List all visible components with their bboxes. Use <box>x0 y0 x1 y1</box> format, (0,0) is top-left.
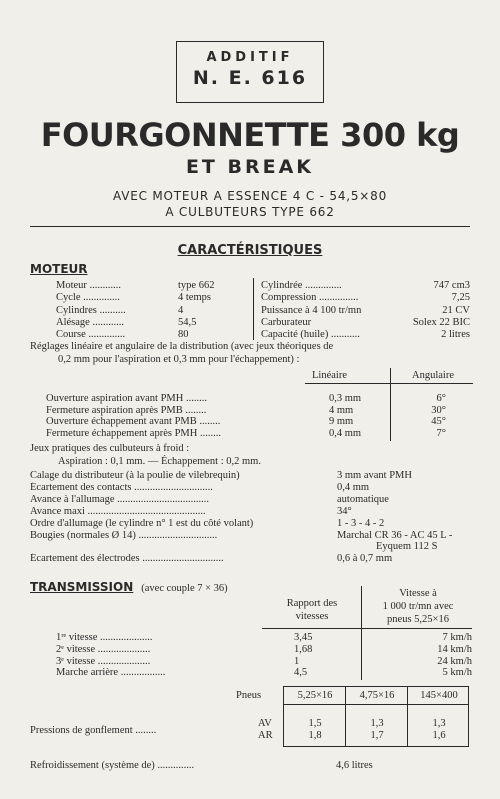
transmission-heading <box>30 578 228 596</box>
caracteristiques-title: CARACTÉRISTIQUES <box>177 243 323 258</box>
moteur-title: MOTEUR <box>30 262 88 276</box>
ne-number: N. E. 616 <box>192 67 308 89</box>
pneu-size: 5,25×16 <box>297 690 333 701</box>
col-rapport-line2: vitesses <box>295 611 329 622</box>
transmission-title: TRANSMISSION <box>30 580 134 594</box>
col-vitesse-line3: pneus 5,25×16 <box>387 614 449 625</box>
spec-label: Cylindres .......... <box>56 304 126 316</box>
misc-row-label: Écartement des électrodes ............................... <box>30 553 224 564</box>
pneus-header-rule <box>283 704 469 705</box>
distribution-angulaire: 30° <box>431 404 446 416</box>
spec-value: 4 temps <box>178 292 211 304</box>
distribution-row-label: Fermeture aspiration après PMB ........ <box>46 404 207 416</box>
spec-label: Cycle .............. <box>56 292 120 304</box>
misc-row-label: Écartement des contacts .............................. <box>30 482 213 493</box>
pression-ar-value: 1,8 <box>308 730 322 741</box>
misc-row-value: 0,6 à 0,7 mm <box>337 553 393 564</box>
spec-value: 21 CV <box>442 304 470 316</box>
gear-label: 3ᵉ vitesse .................... <box>56 655 151 667</box>
spec-value: 747 cm3 <box>433 280 470 291</box>
spec-label: Puissance à 4 100 tr/mn <box>261 304 362 316</box>
pression-ar-label: AR <box>258 730 273 741</box>
spec-value: 54,5 <box>178 316 197 328</box>
spec-value: 80 <box>178 329 189 341</box>
reglages-text-line1: Réglages linéaire et angulaire de la distribution (avec jeux théoriques de <box>30 341 334 352</box>
gear-rapport: 1 <box>294 655 300 667</box>
misc-row-value: 1 - 3 - 4 - 2 <box>337 518 385 529</box>
spec-label: Capacité (huile) ........... <box>261 329 360 341</box>
distribution-row-label: Ouverture aspiration avant PMH ........ <box>46 393 207 404</box>
refroidissement-label: Refroidissement (système de) .............. <box>30 760 195 771</box>
jeux-line1: Jeux pratiques des culbuteurs à froid : <box>30 443 190 454</box>
pneu-size: 4,75×16 <box>359 690 395 701</box>
misc-row-value: 0,4 mm <box>337 482 370 493</box>
distribution-lineaire: 9 mm <box>329 416 354 427</box>
spec-label: Compression ............... <box>261 292 359 304</box>
misc-row-label: Bougies (normales Ø 14) .............................. <box>30 530 218 541</box>
jeux-line2: Aspiration : 0,1 mm. — Échappement : 0,2 mm. <box>58 456 261 467</box>
gear-label: 2ᵉ vitesse .................... <box>56 643 151 655</box>
specs-divider <box>253 278 254 340</box>
distribution-angulaire: 7° <box>436 427 446 439</box>
pression-av-value: 1,3 <box>432 718 446 729</box>
spec-label: Course .............. <box>56 329 126 341</box>
spec-label: Cylindrée .............. <box>261 280 342 291</box>
misc-row-value: 3 mm avant PMH <box>337 470 412 481</box>
gear-label: Marche arrière ................. <box>56 667 166 679</box>
spec-label: Alésage ............ <box>56 316 124 328</box>
spec-value: Solex 22 BIC <box>412 316 470 328</box>
distribution-lineaire: 4 mm <box>329 404 354 416</box>
distribution-row-label: Ouverture échappement avant PMB ........ <box>46 416 221 427</box>
pneu-size: 145×400 <box>420 690 458 701</box>
pression-av-value: 1,5 <box>308 718 322 729</box>
page-title: FOURGONNETTE 300 kg <box>40 116 460 154</box>
subtitle-line2: A CULBUTEURS TYPE 662 <box>165 205 335 219</box>
misc-row-label: Avance maxi ............................................. <box>30 506 206 517</box>
distribution-row-label: Fermeture échappement après PMH ........ <box>46 427 221 439</box>
subtitle-line1: AVEC MOTEUR A ESSENCE 4 C - 54,5×80 <box>112 189 388 203</box>
header-divider <box>30 226 470 227</box>
col-vitesse-line2: 1 000 tr/mn avec <box>382 601 454 612</box>
pressions-label: Pressions de gonflement ........ <box>30 725 157 736</box>
gear-rapport: 3,45 <box>294 632 313 643</box>
spec-label: Carburateur <box>261 316 312 328</box>
gear-vitesse: 14 km/h <box>437 643 472 655</box>
col-rapport-line1: Rapport des <box>286 598 338 609</box>
transmission-header-rule <box>262 628 472 629</box>
pression-av-value: 1,3 <box>370 718 384 729</box>
gear-rapport: 4,5 <box>294 667 308 679</box>
misc-row-value: Marchal CR 36 - AC 45 L - <box>337 530 453 541</box>
gear-rapport: 1,68 <box>294 643 313 655</box>
distribution-col-divider <box>390 368 391 441</box>
reglages-text-line2: 0,2 mm pour l'aspiration et 0,3 mm pour l'échappement) : <box>58 354 300 365</box>
col-vitesse-line1: Vitesse à <box>399 588 437 599</box>
distribution-lineaire: 0,4 mm <box>329 427 362 439</box>
misc-row-value: 34° <box>337 506 352 517</box>
pneus-label: Pneus <box>236 690 262 701</box>
misc-row-label: Avance à l'allumage ................................... <box>30 494 209 505</box>
gear-vitesse: 5 km/h <box>442 667 472 679</box>
distribution-angulaire: 45° <box>431 416 446 427</box>
spec-value: 7,25 <box>451 292 470 304</box>
distribution-header-rule <box>305 383 473 384</box>
col-lineaire-header: Linéaire <box>312 370 347 381</box>
misc-row-value: Eyquem 112 S <box>376 541 438 552</box>
spec-value: 4 <box>178 304 184 316</box>
gear-vitesse: 24 km/h <box>437 655 472 667</box>
spec-value: 2 litres <box>441 329 470 341</box>
pneus-col-divider <box>345 686 346 747</box>
pression-av-label: AV <box>258 718 272 729</box>
pression-ar-value: 1,7 <box>370 730 384 741</box>
pression-ar-value: 1,6 <box>432 730 446 741</box>
transmission-col-divider <box>361 586 362 680</box>
distribution-lineaire: 0,3 mm <box>329 393 362 404</box>
pneus-col-divider <box>407 686 408 747</box>
spec-label: Moteur ............ <box>56 280 122 291</box>
additif-label: ADDITIF <box>206 50 294 65</box>
additif-box <box>176 41 324 103</box>
spec-value: type 662 <box>178 280 215 291</box>
misc-row-label: Calage du distributeur (à la poulie de vilebrequin) <box>30 470 240 481</box>
transmission-note: (avec couple 7 × 36) <box>141 583 228 594</box>
page-title-line2: ET BREAK <box>185 156 315 178</box>
gear-label: 1ʳᵉ vitesse .................... <box>56 632 153 643</box>
gear-vitesse: 7 km/h <box>442 632 472 643</box>
distribution-angulaire: 6° <box>436 393 446 404</box>
misc-row-value: automatique <box>337 494 389 505</box>
col-angulaire-header: Angulaire <box>412 370 454 381</box>
misc-row-label: Ordre d'allumage (le cylindre n° 1 est du côté volant) <box>30 518 254 529</box>
refroidissement-value: 4,6 litres <box>336 760 373 771</box>
